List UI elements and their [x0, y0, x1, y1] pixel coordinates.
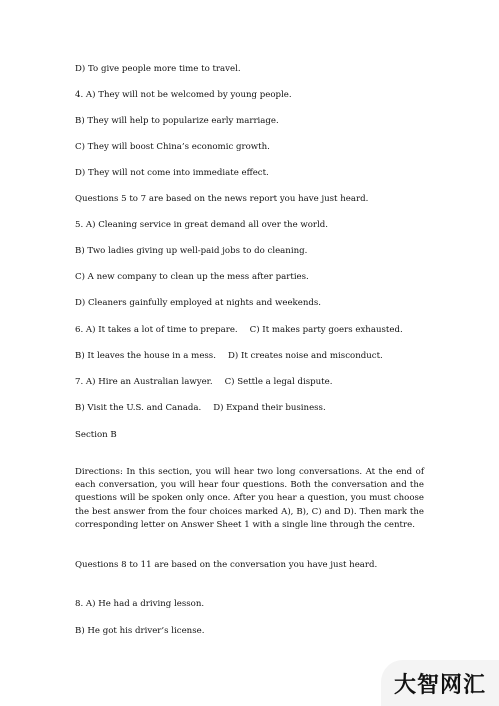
question-6-row-1	[75, 325, 403, 336]
question-6-option-a: 6. A) It takes a lot of time to prepare.	[75, 325, 238, 335]
question-5-option-b: B) Two ladies giving up well-paid jobs to do cleaning.	[75, 246, 308, 256]
directions-paragraph: Directions: In this section, you will hear two long conversations. At the end of each conversation, you will hear four questions. Both the conversation and the questions will be spoken only once. After you hear a question, you must choose the best answer from the four choices marked A), B), C) and D). Then mark the corresponding letter on Answer Sheet 1 with a single line through the centre.	[75, 467, 424, 530]
question-4-option-d: D) They will not come into immediate effect.	[75, 168, 269, 178]
watermark-text: 大智网汇	[393, 672, 486, 698]
question-7-option-b: B) Visit the U.S. and Canada.	[75, 403, 202, 413]
question-4-option-b: B) They will help to popularize early marriage.	[75, 116, 279, 126]
question-6-row-2	[75, 351, 383, 362]
question-5-option-d: D) Cleaners gainfully employed at nights and weekends.	[75, 298, 322, 308]
questions-8-11-heading: Questions 8 to 11 are based on the conversation you have just heard.	[75, 560, 378, 570]
question-7-option-d: D) Expand their business.	[213, 403, 326, 413]
question-4-option-a: 4. A) They will not be welcomed by young people.	[75, 90, 292, 100]
questions-5-7-heading: Questions 5 to 7 are based on the news report you have just heard.	[75, 194, 369, 204]
question-6-option-b: B) It leaves the house in a mess.	[75, 351, 216, 361]
watermark-logo	[381, 660, 499, 706]
question-6-option-c: C) It makes party goers exhausted.	[249, 325, 403, 335]
question-5-option-a: 5. A) Cleaning service in great demand all over the world.	[75, 220, 329, 230]
section-heading: Section B	[75, 430, 117, 440]
question-6-option-d: D) It creates noise and misconduct.	[227, 351, 383, 361]
question-7-option-a: 7. A) Hire an Australian lawyer.	[75, 377, 213, 387]
question-8-option-b: B) He got his driver’s license.	[75, 626, 205, 636]
question-4-option-c: C) They will boost China’s economic growth.	[75, 142, 270, 152]
option-3d: D) To give people more time to travel.	[75, 64, 241, 74]
question-5-option-c: C) A new company to clean up the mess after parties.	[75, 272, 309, 282]
question-8-option-a: 8. A) He had a driving lesson.	[75, 599, 205, 609]
question-7-row-2	[75, 403, 326, 414]
question-7-option-c: C) Settle a legal dispute.	[224, 377, 333, 387]
question-7-row-1	[75, 377, 332, 388]
